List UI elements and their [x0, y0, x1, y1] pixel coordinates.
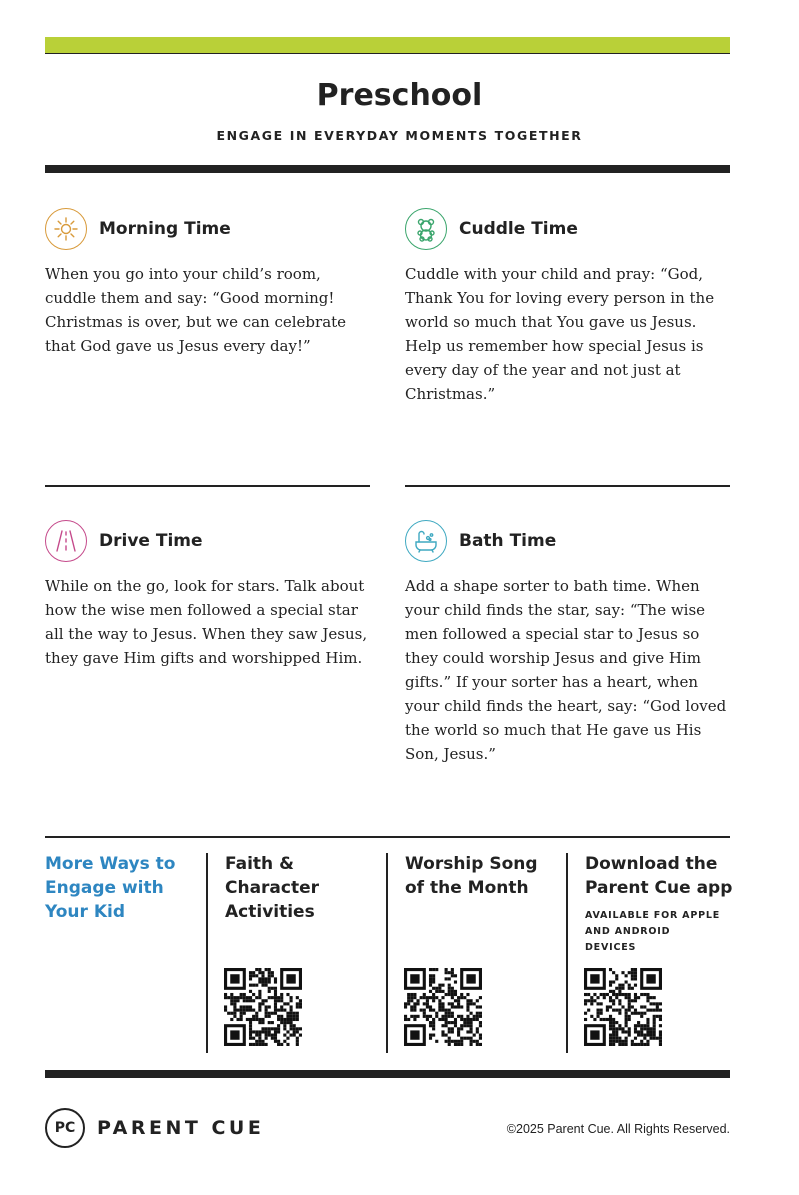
top-accent-underline — [45, 53, 730, 54]
resources-divider — [45, 836, 730, 838]
copyright: ©2025 Parent Cue. All Rights Reserved. — [506, 1122, 730, 1136]
column-divider — [386, 853, 388, 1053]
page-title: Preschool — [316, 78, 483, 113]
more-ways-heading: More Ways to Engage with Your Kid — [45, 854, 176, 922]
teddy-bear-icon — [405, 208, 447, 250]
section-morning-time — [45, 208, 375, 358]
header-divider — [45, 165, 730, 173]
resource-title: Faith & Character Activities — [225, 854, 320, 922]
qr-code-worship-song[interactable] — [404, 968, 482, 1046]
top-accent-bar — [45, 37, 730, 53]
section-body: Add a shape sorter to bath time. When your child finds the star, say: “The wise men followed a special star to Jesus so they could worship Jesus and give Him gifts.” If your sorter has a heart, when your child finds the heart, say: “God loved the world so much that He gave us His Son, Jesus.” — [405, 577, 727, 763]
section-title: Drive Time — [99, 531, 203, 551]
sun-icon — [45, 208, 87, 250]
section-cuddle-time — [405, 208, 733, 406]
pc-logo-icon: PC — [45, 1108, 85, 1148]
section-title: Morning Time — [99, 219, 231, 239]
section-divider — [405, 485, 730, 487]
bathtub-icon — [405, 520, 447, 562]
parent-cue-logo[interactable] — [45, 1108, 264, 1148]
section-drive-time — [45, 520, 375, 670]
road-icon — [45, 520, 87, 562]
resource-subtitle: AVAILABLE FOR APPLE AND ANDROID DEVICES — [585, 910, 721, 953]
logo-text: PARENT CUE — [97, 1117, 265, 1139]
section-bath-time — [405, 520, 733, 766]
section-divider — [45, 485, 370, 487]
page-subtitle: ENGAGE IN EVERYDAY MOMENTS TOGETHER — [216, 128, 583, 143]
resource-title: Download the Parent Cue app — [585, 854, 733, 898]
qr-code-parent-cue-app[interactable] — [584, 968, 662, 1046]
section-body: While on the go, look for stars. Talk about how the wise men followed a special star all the way to Jesus. When they saw Jesus, they gave Him gifts and worshipped Him. — [45, 577, 368, 667]
section-title: Bath Time — [459, 531, 557, 551]
section-body: Cuddle with your child and pray: “God, Thank You for loving every person in the world so much that You gave us Jesus. Help us remember how special Jesus is every day of the year and not just at Christmas.” — [405, 265, 715, 403]
column-divider — [206, 853, 208, 1053]
resource-title: Worship Song of the Month — [405, 854, 538, 898]
qr-code-faith-activities[interactable] — [224, 968, 302, 1046]
footer-divider — [45, 1070, 730, 1078]
section-title: Cuddle Time — [459, 219, 578, 239]
section-body: When you go into your child’s room, cuddle them and say: “Good morning! Christmas is over, but we can celebrate that God gave us Jesus every day!” — [45, 265, 347, 355]
resource-faith-activities[interactable] — [225, 852, 375, 924]
resource-download-app[interactable] — [585, 852, 735, 956]
resource-worship-song[interactable] — [405, 852, 555, 900]
column-divider — [566, 853, 568, 1053]
